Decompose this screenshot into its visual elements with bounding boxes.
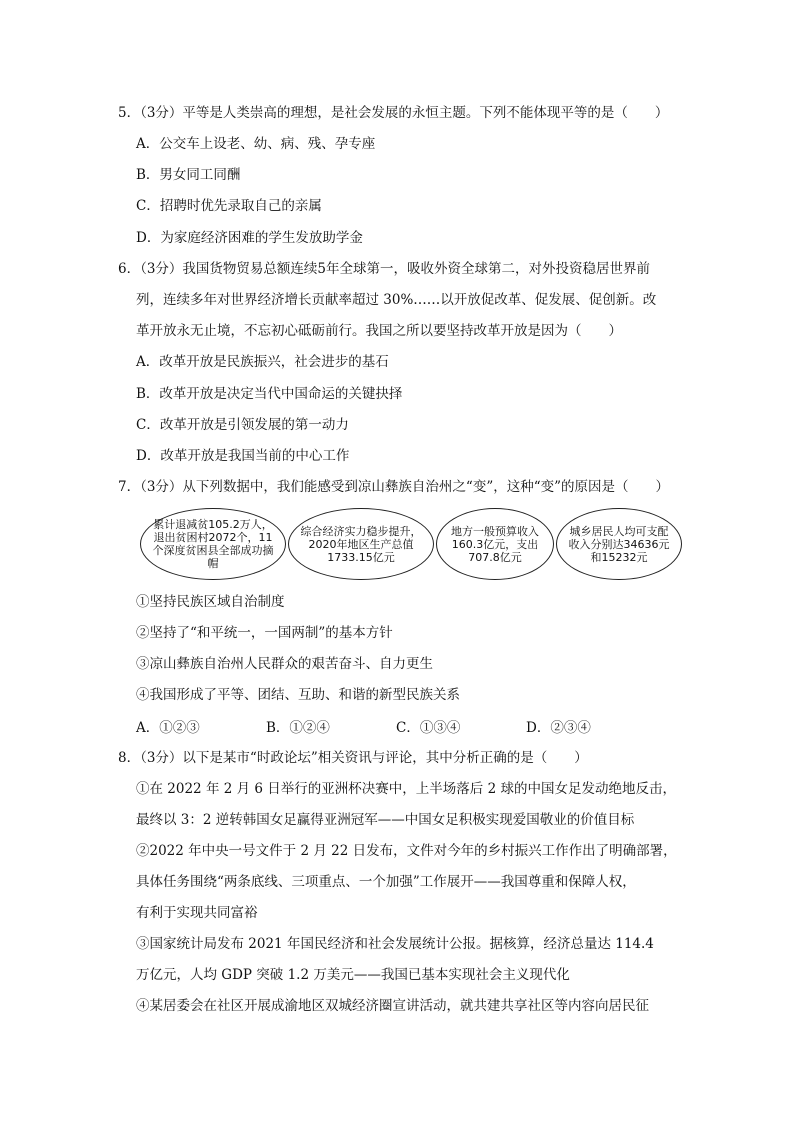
- question-7-stem: 7．（3分）从下列数据中，我们能感受到凉山彝族自治州之“变”，这种“变”的原因是（ ）: [118, 479, 670, 495]
- question-6-option-a: A．改革开放是民族振兴，社会进步的基石: [136, 354, 389, 370]
- question-5-option-b: B．男女同工同酬: [136, 167, 241, 183]
- question-6-stem-line-2: 列，连续多年对世界经济增长贡献率超过 30%……以开放促改革、促发展、促创新。改: [136, 292, 657, 308]
- question-8-stem: 8．（3分）以下是某市“时政论坛”相关资讯与评论，其中分析正确的是（ ）: [118, 750, 588, 766]
- data-bubble-income: 城乡居民人均可支配收入分别达34636元和15232元: [556, 508, 682, 580]
- question-8-item-1-line-1: ①在 2022 年 2 月 6 日举行的亚洲杯决赛中，上半场落后 2 球的中国女足发动绝地反击，: [136, 781, 676, 797]
- question-5-option-c: C．招聘时优先录取自己的亲属: [136, 198, 322, 214]
- data-bubble-budget: 地方一般预算收入160.3亿元，支出707.8亿元: [436, 508, 554, 580]
- question-7-option-b: B．①②④: [266, 720, 330, 736]
- question-8-item-3-line-2: 万亿元，人均 GDP 突破 1.2 万美元——我国已基本实现社会主义现代化: [136, 967, 570, 983]
- question-6-option-b: B．改革开放是决定当代中国命运的关键抉择: [136, 386, 403, 402]
- question-8-item-3-line-1: ③国家统计局发布 2021 年国民经济和社会发展统计公报。据核算，经济总量达 114.4: [136, 936, 654, 952]
- question-7-option-a: A．①②③: [136, 720, 200, 736]
- question-7-statement-3: ③凉山彝族自治州人民群众的艰苦奋斗、自力更生: [136, 656, 433, 672]
- question-7-options: [136, 716, 656, 736]
- question-6-option-d: D．改革开放是我国当前的中心工作: [136, 448, 350, 464]
- question-7-option-d: D．②③④: [526, 720, 591, 736]
- data-bubble-poverty: 累计退减贫105.2万人，退出贫困村2072个，11个深度贫困县全部成功摘帽: [140, 508, 286, 580]
- question-7-statement-1: ①坚持民族区域自治制度: [136, 594, 285, 610]
- question-7-option-c: C．①③④: [396, 720, 461, 736]
- question-8-item-2-line-1: ②2022 年中央一号文件于 2 月 22 日发布，文件对今年的乡村振兴工作作出了明确部署，: [136, 843, 677, 859]
- question-6-stem-line-1: 6．（3分）我国货物贸易总额连续5年全球第一，吸收外资全球第二，对外投资稳居世界前: [118, 261, 651, 277]
- question-7-statement-2: ②坚持了“和平统一，一国两制”的基本方针: [136, 625, 393, 641]
- question-8-item-2-line-2: 具体任务围绕“两条底线、三项重点、一个加强”工作展开——我国尊重和保障人权，: [136, 874, 636, 890]
- question-7-statement-4: ④我国形成了平等、团结、互助、和谐的新型民族关系: [136, 687, 460, 703]
- question-6-stem-line-3: 革开放永无止境，不忘初心砥砺前行。我国之所以要坚持改革开放是因为（ ）: [136, 323, 622, 339]
- question-5-stem: 5．（3分）平等是人类崇高的理想，是社会发展的永恒主题。下列不能体现平等的是（ ）: [118, 105, 669, 121]
- question-8-item-1-line-2: 最终以 3：2 逆转韩国女足赢得亚洲冠军——中国女足积极实现爱国敬业的价值目标: [136, 812, 635, 828]
- question-5-option-d: D．为家庭经济困难的学生发放助学金: [136, 230, 363, 246]
- question-8-item-4-line-1: ④某居委会在社区开展成渝地区双城经济圈宣讲活动，就共建共享社区等内容向居民征: [136, 998, 649, 1014]
- question-8-item-2-line-3: 有利于实现共同富裕: [136, 905, 258, 921]
- question-5-option-a: A．公交车上设老、幼、病、残、孕专座: [136, 136, 376, 152]
- data-bubble-gdp: 综合经济实力稳步提升，2020年地区生产总值1733.15亿元: [288, 508, 434, 580]
- question-6-option-c: C．改革开放是引领发展的第一动力: [136, 417, 349, 433]
